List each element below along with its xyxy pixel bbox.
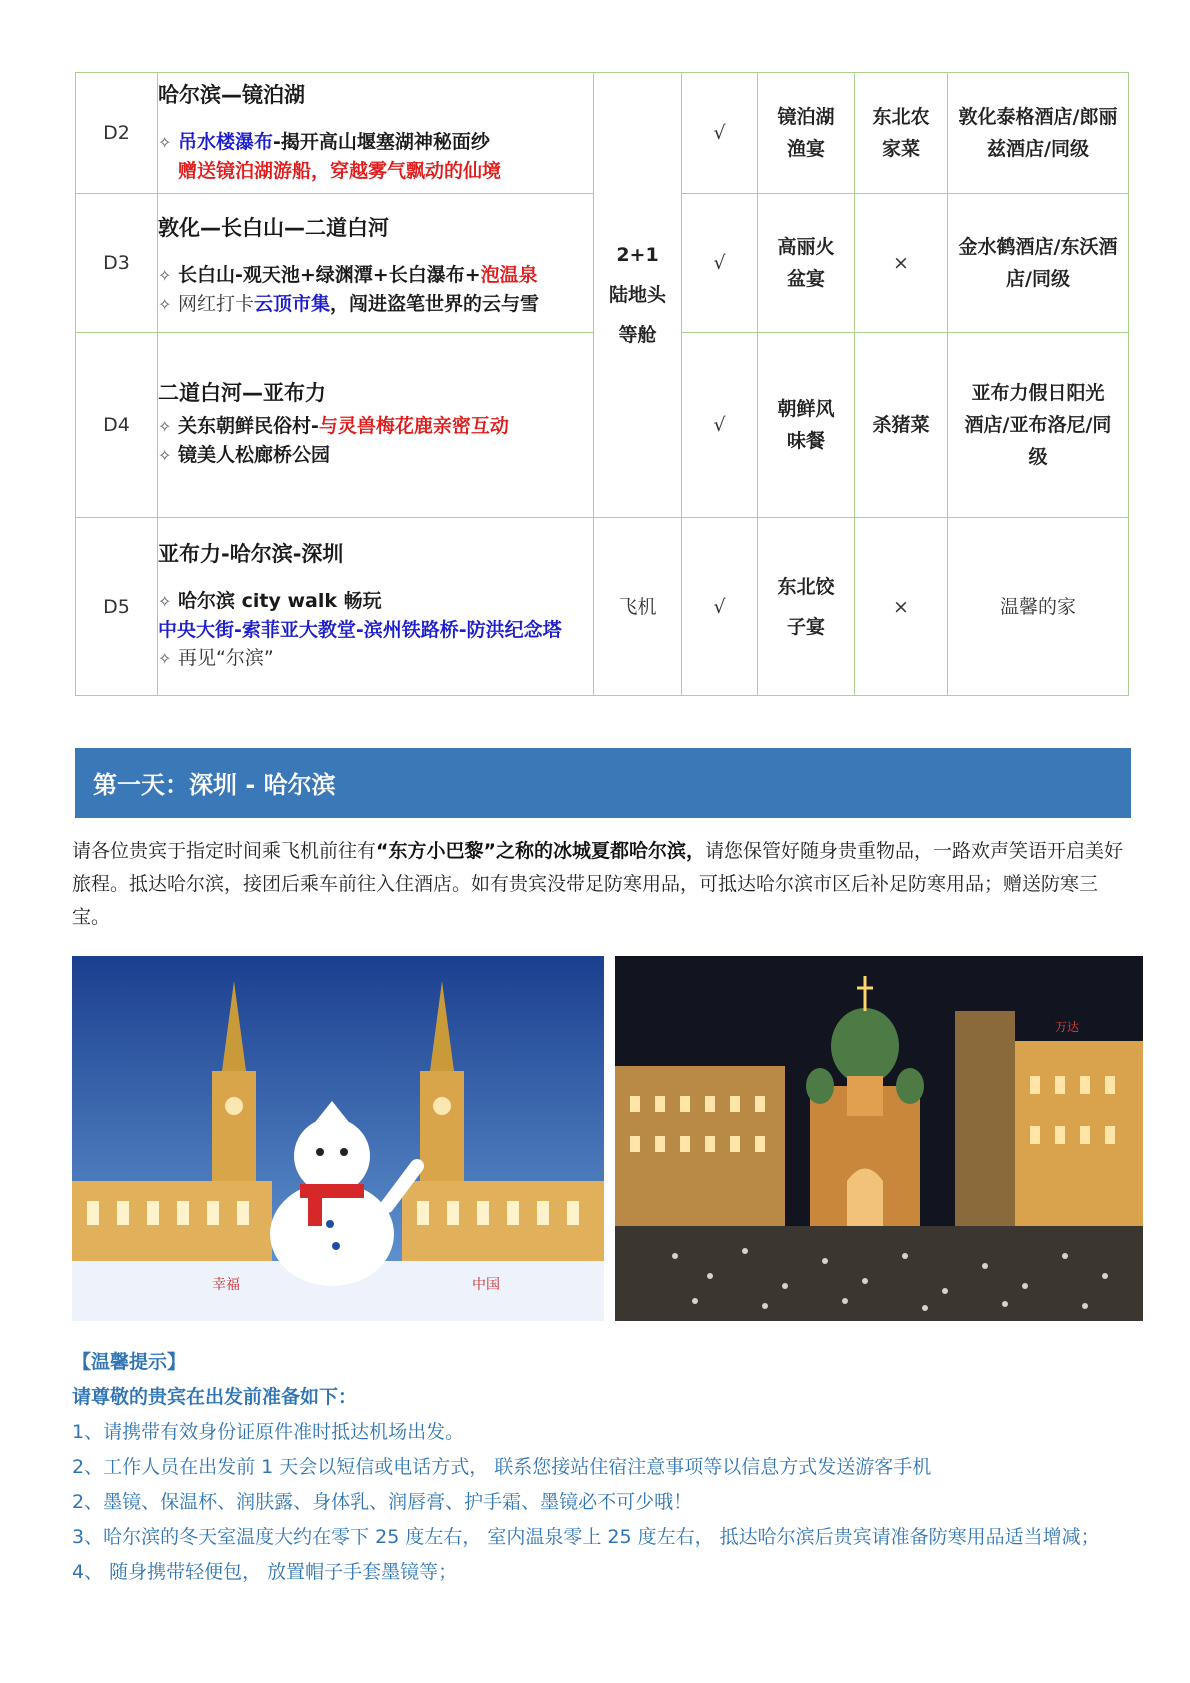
- warm-tips: [72, 1345, 1132, 1590]
- lunch-cell: 东北饺子宴: [758, 518, 855, 696]
- transport-cell: 飞机: [594, 518, 682, 696]
- tips-subheader: 请尊敬的贵宾在出发前准备如下：: [72, 1386, 358, 1408]
- lunch-cell: 朝鲜风味餐: [758, 333, 855, 518]
- breakfast-cell: √: [682, 518, 758, 696]
- route-title: 敦化—长白山—二道白河: [158, 216, 389, 240]
- st-sophia-cathedral-night-photo: [615, 956, 1143, 1321]
- star-bullet-icon: ✧: [158, 266, 172, 285]
- route-line: ✧ 长白山-观天池+绿渊潭+长白瀑布+泡温泉: [158, 261, 593, 290]
- route-line: ✧ 关东朝鲜民俗村-与灵兽梅花鹿亲密互动: [158, 412, 593, 441]
- day-label: D5: [76, 518, 158, 696]
- hotel-cell: 金水鹤酒店/东沃酒店/同级: [948, 194, 1129, 333]
- itinerary-table: [75, 72, 1129, 696]
- dinner-cell: 东北农家菜: [855, 73, 948, 194]
- star-bullet-icon: ✧: [158, 648, 172, 668]
- tip-item: 1、请携带有效身份证原件准时抵达机场出发。: [72, 1421, 465, 1443]
- breakfast-cell: √: [682, 333, 758, 518]
- breakfast-cell: √: [682, 194, 758, 333]
- hotel-cell: 温馨的家: [948, 518, 1129, 696]
- route-line: ✧ 哈尔滨 city walk 畅玩: [158, 587, 593, 616]
- route-cell: [158, 518, 594, 696]
- transport-merged: 2+1 陆地头等舱: [594, 73, 682, 518]
- route-title: 哈尔滨—镜泊湖: [158, 82, 305, 107]
- star-bullet-icon: ✧: [158, 417, 172, 436]
- lunch-cell: 高丽火盆宴: [758, 194, 855, 333]
- hotel-cell: 亚布力假日阳光酒店/亚布洛尼/同级: [948, 333, 1129, 518]
- route-line: 赠送镜泊湖游船，穿越雾气飘动的仙境: [178, 159, 502, 182]
- dinner-cell: ×: [855, 518, 948, 696]
- star-bullet-icon: ✧: [158, 446, 172, 465]
- star-bullet-icon: ✧: [158, 295, 172, 314]
- svg-text:中国: 中国: [472, 1277, 500, 1293]
- lunch-cell: 镜泊湖渔宴: [758, 73, 855, 194]
- route-line: ✧ 网红打卡云顶市集，闯进盗笔世界的云与雪: [158, 290, 593, 319]
- itinerary-row-d5: [76, 518, 1129, 696]
- tip-item: 3、哈尔滨的冬天室温度大约在零下 25 度左右， 室内温泉零上 25 度左右， 抵达哈尔滨后贵宾请准备防寒用品适当增减；: [72, 1526, 1100, 1548]
- itinerary-row-d2: [76, 73, 1129, 194]
- star-bullet-icon: ✧: [158, 132, 172, 152]
- tip-item: 2、墨镜、保温杯、润肤露、身体乳、润唇膏、护手霜、墨镜必不可少哦！: [72, 1491, 693, 1513]
- svg-text:幸福: 幸福: [212, 1277, 240, 1293]
- hotel-cell: 敦化泰格酒店/郎丽兹酒店/同级: [948, 73, 1129, 194]
- day1-intro: 请各位贵宾于指定时间乘飞机前往有“东方小巴黎”之称的冰城夏都哈尔滨，请您保管好随身贵重物品，一路欢声笑语开启美好旅程。抵达哈尔滨，接团后乘车前往入住酒店。如有贵宾没带足防寒用品，可抵达哈尔滨市区后补足防寒用品；赠送防寒三宝。: [72, 840, 1124, 928]
- tip-item: 2、工作人员在出发前 1 天会以短信或电话方式， 联系您接站住宿注意事项等以信息方式发送游客手机: [72, 1456, 932, 1478]
- route-line: ✧ 再见“尔滨”: [158, 644, 593, 673]
- route-cell: [158, 194, 594, 333]
- route-cell: [158, 73, 594, 194]
- tips-header: 【温馨提示】: [72, 1351, 187, 1373]
- day-label: D3: [76, 194, 158, 333]
- route-line: 中央大街-索菲亚大教堂-滨州铁路桥-防洪纪念塔: [158, 618, 562, 641]
- dinner-cell: 杀猪菜: [855, 333, 948, 518]
- day1-banner: [75, 748, 1131, 818]
- tip-item: 4、 随身携带轻便包， 放置帽子手套墨镜等；: [72, 1561, 458, 1583]
- day-label: D4: [76, 333, 158, 518]
- breakfast-cell: √: [682, 73, 758, 194]
- route-line: ✧ 吊水楼瀑布-揭开高山堰塞湖神秘面纱: [158, 128, 593, 157]
- svg-text:万达: 万达: [1055, 1020, 1080, 1034]
- route-cell: [158, 333, 594, 518]
- harbin-station-snowman-photo: [72, 956, 604, 1321]
- day-label: D2: [76, 73, 158, 194]
- star-bullet-icon: ✧: [158, 591, 172, 611]
- dinner-cell: ×: [855, 194, 948, 333]
- route-title: 二道白河—亚布力: [158, 381, 326, 405]
- route-title: 亚布力-哈尔滨-深圳: [158, 541, 344, 566]
- day1-title: 第一天：深圳 - 哈尔滨: [93, 771, 336, 799]
- route-line: ✧ 镜美人松廊桥公园: [158, 441, 593, 470]
